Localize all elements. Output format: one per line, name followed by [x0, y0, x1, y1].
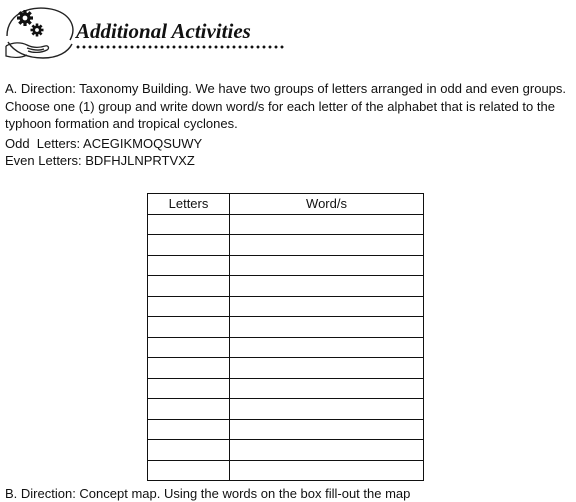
even-letters-line: Even Letters: BDFHJLNPRTVXZ: [5, 153, 195, 168]
letter-cell[interactable]: [148, 440, 230, 461]
table-row: [148, 255, 424, 276]
table-row: [148, 214, 424, 235]
letter-cell[interactable]: [148, 214, 230, 235]
answer-table: [147, 193, 424, 481]
words-cell[interactable]: [230, 440, 424, 461]
letter-cell[interactable]: [148, 255, 230, 276]
words-cell[interactable]: [230, 337, 424, 358]
letter-cell[interactable]: [148, 378, 230, 399]
direction-b: B. Direction: Concept map. Using the words on the box fill-out the map: [5, 486, 411, 501]
activity-header: [0, 0, 576, 62]
words-cell[interactable]: [230, 317, 424, 338]
table-row: [148, 337, 424, 358]
words-cell[interactable]: [230, 235, 424, 256]
table-row: [148, 419, 424, 440]
letter-cell[interactable]: [148, 235, 230, 256]
page-title: Additional Activities: [76, 19, 251, 43]
words-cell[interactable]: [230, 214, 424, 235]
direction-a: A. Direction: Taxonomy Building. We have two groups of letters arranged in odd and even groups. Choose one (1) group and write down word/s for each letter of the alphabet that is related to the typhoon formation and tropical cyclones.: [5, 81, 567, 131]
table-row: [148, 460, 424, 481]
letter-cell[interactable]: [148, 399, 230, 420]
words-cell[interactable]: [230, 419, 424, 440]
words-cell[interactable]: [230, 460, 424, 481]
letter-cell[interactable]: [148, 419, 230, 440]
letter-cell[interactable]: [148, 337, 230, 358]
words-cell[interactable]: [230, 399, 424, 420]
table-row: [148, 317, 424, 338]
table-row: [148, 276, 424, 297]
letter-cell[interactable]: [148, 296, 230, 317]
column-header-words: Word/s: [230, 194, 424, 215]
table-header-row: [148, 194, 424, 215]
letter-cell[interactable]: [148, 358, 230, 379]
odd-letters-line: Odd Letters: ACEGIKMOQSUWY: [5, 136, 203, 151]
table-row: [148, 440, 424, 461]
column-header-letters: Letters: [148, 194, 230, 215]
table-row: [148, 235, 424, 256]
words-cell[interactable]: [230, 296, 424, 317]
dotted-underline: [75, 44, 285, 50]
table-row: [148, 378, 424, 399]
words-cell[interactable]: [230, 276, 424, 297]
letter-cell[interactable]: [148, 276, 230, 297]
letter-cell[interactable]: [148, 317, 230, 338]
gears-in-hand-icon: [3, 2, 83, 62]
table-row: [148, 296, 424, 317]
table-row: [148, 399, 424, 420]
table-body: [148, 214, 424, 481]
words-cell[interactable]: [230, 358, 424, 379]
words-cell[interactable]: [230, 378, 424, 399]
words-cell[interactable]: [230, 255, 424, 276]
table-row: [148, 358, 424, 379]
letter-cell[interactable]: [148, 460, 230, 481]
